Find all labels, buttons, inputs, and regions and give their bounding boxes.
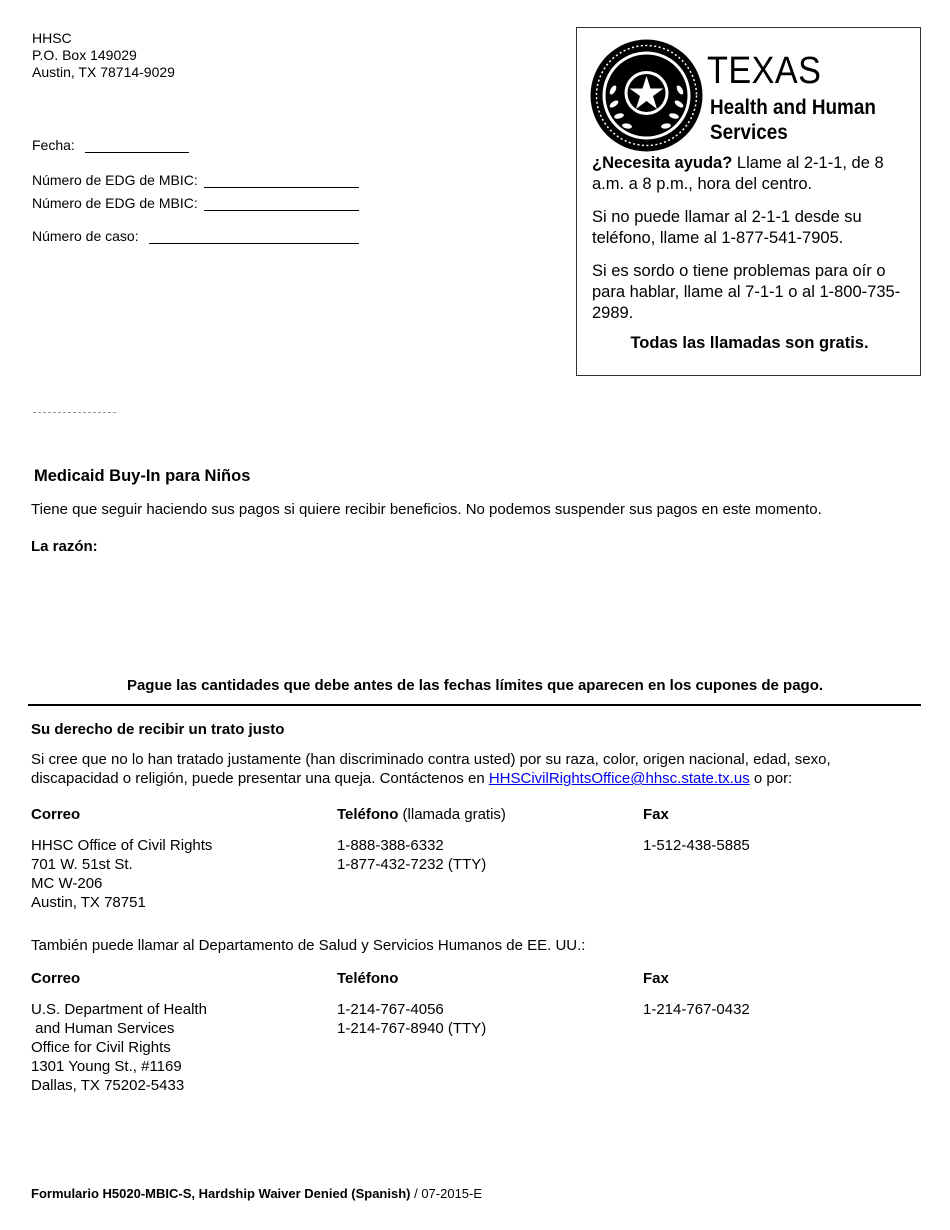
edg-field-2 bbox=[32, 194, 359, 211]
intro-text: Tiene que seguir haciendo sus pagos si quiere recibir beneficios. No podemos suspender sus pagos en este momento. bbox=[31, 501, 822, 518]
rights-paragraph bbox=[31, 750, 911, 788]
edg-line-1 bbox=[204, 171, 359, 188]
edg-line-2 bbox=[204, 194, 359, 211]
fecha-field bbox=[32, 136, 189, 153]
hhs-phone-numbers: 1-214-767-4056 1-214-767-8940 (TTY) bbox=[337, 1001, 487, 1037]
hhs-mail-address: U.S. Department of Health and Human Services Office for Civil Rights 1301 Young St., #1169 Dallas, TX 75202-5433 bbox=[31, 1001, 207, 1094]
help-question: ¿Necesita ayuda? bbox=[592, 154, 733, 172]
logo-texas-text: TEXAS bbox=[707, 50, 822, 92]
reason-label: La razón: bbox=[31, 538, 98, 555]
hhs-phone-heading: Teléfono bbox=[337, 970, 399, 987]
hhs-fax-heading: Fax bbox=[643, 970, 669, 987]
edg-label-2: Número de EDG de MBIC: bbox=[32, 195, 198, 211]
hhsc-phone-heading-suffix: (llamada gratis) bbox=[398, 806, 506, 823]
logo-agency-line2: Services bbox=[710, 121, 788, 144]
section-divider bbox=[28, 704, 921, 706]
caso-line bbox=[149, 227, 359, 244]
hhsc-mail-heading: Correo bbox=[31, 806, 81, 823]
hhsc-phone-heading-label: Teléfono bbox=[337, 806, 399, 823]
help-paragraph-1 bbox=[592, 153, 912, 195]
fecha-label: Fecha: bbox=[32, 137, 75, 153]
hhsc-fax-number: 1-512-438-5885 bbox=[643, 837, 750, 854]
edg-field-1 bbox=[32, 171, 359, 188]
rights-text-end: o por: bbox=[749, 770, 793, 787]
help-free-calls: Todas las llamadas son gratis. bbox=[630, 334, 869, 352]
hhsc-mail-address: HHSC Office of Civil Rights 701 W. 51st St. MC W-206 Austin, TX 78751 bbox=[31, 837, 213, 911]
sender-po-box: P.O. Box 149029 bbox=[32, 47, 137, 63]
help-call-211: Llame al 2-1-1, de 8 a.m. a 8 p.m., hora del centro. bbox=[592, 154, 884, 193]
sender-address bbox=[32, 30, 175, 81]
fecha-line bbox=[85, 136, 189, 153]
hhs-mail-heading: Correo bbox=[31, 970, 81, 987]
hhsc-fax-heading: Fax bbox=[643, 806, 669, 823]
sender-name: HHSC bbox=[32, 30, 72, 46]
rights-heading: Su derecho de recibir un trato justo bbox=[31, 721, 285, 738]
form-footer bbox=[31, 1186, 482, 1201]
form-name: Formulario H5020-MBIC-S, Hardship Waiver Denied (Spanish) bbox=[31, 1186, 411, 1201]
sender-city: Austin, TX 78714-9029 bbox=[32, 64, 175, 80]
help-paragraph-2: Si no puede llamar al 2-1-1 desde su teléfono, llame al 1-877-541-7905. bbox=[592, 208, 862, 247]
logo-agency-line1: Health and Human bbox=[710, 96, 876, 119]
caso-label: Número de caso: bbox=[32, 228, 139, 244]
civil-rights-email-link[interactable]: HHSCivilRightsOffice@hhsc.state.tx.us bbox=[488, 770, 750, 787]
also-call-text: También puede llamar al Departamento de Salud y Servicios Humanos de EE. UU.: bbox=[31, 937, 586, 954]
rights-text: Si cree que no lo han tratado justamente (han discriminado contra usted) por su raza, color, origen nacional, edad, sexo, discapacidad o religión, puede presentar una queja. Contáctenos en bbox=[31, 751, 831, 787]
hhsc-phone-heading bbox=[337, 806, 506, 823]
texas-seal-icon bbox=[589, 38, 704, 153]
hhsc-phone-numbers: 1-888-388-6332 1-877-432-7232 (TTY) bbox=[337, 837, 487, 873]
hhs-fax-number: 1-214-767-0432 bbox=[643, 1001, 750, 1018]
edg-label-1: Número de EDG de MBIC: bbox=[32, 172, 198, 188]
payment-notice: Pague las cantidades que debe antes de las fechas límites que aparecen en los cupones de pago. bbox=[126, 677, 824, 694]
dashed-separator bbox=[33, 412, 116, 413]
caso-field bbox=[32, 227, 359, 244]
help-box bbox=[576, 27, 921, 376]
page-title: Medicaid Buy-In para Niños bbox=[34, 467, 251, 485]
help-paragraph-3: Si es sordo o tiene problemas para oír o para hablar, llame al 7-1-1 o al 1-800-735-2989. bbox=[592, 262, 901, 322]
form-version: / 07-2015-E bbox=[410, 1186, 483, 1201]
